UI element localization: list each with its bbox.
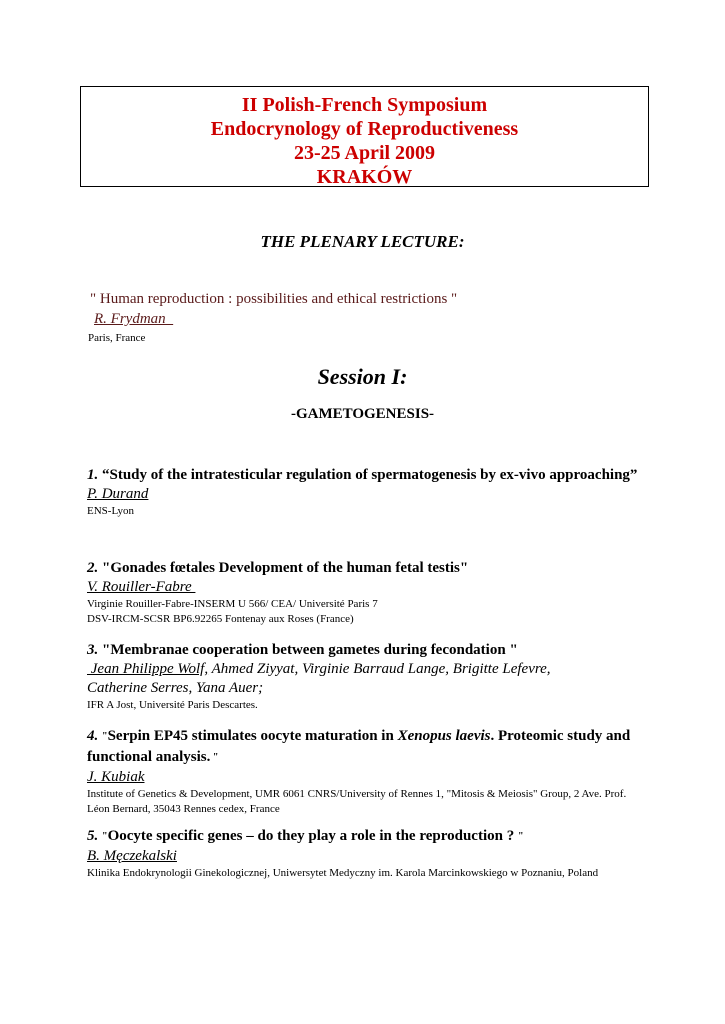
talk-title-text: Oocyte specific genes – do they play a role in the reproduction ? — [107, 828, 518, 844]
talk-number: 1. — [87, 467, 99, 483]
presenting-author: Jean Philippe Wolf, — [87, 661, 209, 677]
talk-number: 5. — [87, 828, 99, 844]
symposium-city: KRAKÓW — [316, 166, 413, 188]
talk-5 — [87, 826, 640, 881]
talk-title-text: Serpin EP45 stimulates oocyte maturation in — [107, 728, 398, 744]
plenary-lecture-title: " Human reproduction : possibilities and ethical restrictions " — [90, 291, 458, 307]
talk-number: 2. — [87, 560, 99, 576]
session-heading: Session I: — [317, 364, 408, 389]
co-authors-continued: Catherine Serres, Yana Auer; — [87, 680, 264, 696]
talk-title — [87, 558, 640, 578]
session-subheading: -GAMETOGENESIS- — [290, 406, 435, 422]
symposium-title-box — [80, 86, 649, 187]
talk-affiliation: Institute of Genetics & Development, UMR 6061 CNRS/University of Rennes 1, "Mitosis & Meiosis" Group, 2 Ave. Prof. Léon Bernard, 35043 Rennes cedex, France — [87, 788, 627, 815]
close-quote: " — [210, 752, 219, 763]
talk-affiliation-line: Virginie Rouiller-Fabre-INSERM U 566/ CEA/ Université Paris 7 — [87, 598, 378, 610]
talk-title — [87, 465, 640, 485]
talk-number: 3. — [87, 642, 99, 658]
talk-affiliation: IFR A Jost, Université Paris Descartes. — [87, 699, 258, 711]
talk-affiliation: ENS-Lyon — [87, 505, 135, 517]
symposium-title: II Polish-French Symposium — [241, 94, 488, 116]
species-name: Xenopus laevis — [397, 728, 491, 744]
talk-author — [87, 768, 640, 787]
talk-3 — [87, 640, 640, 713]
talk-title — [87, 726, 640, 768]
open-quote: " — [102, 831, 108, 842]
talk-author — [87, 485, 640, 504]
co-authors: Ahmed Ziyyat, Virginie Barraud Lange, Brigitte Lefevre, — [208, 661, 551, 677]
talk-title-text: "Gonades fœtales Development of the human fetal testis" — [102, 560, 469, 576]
plenary-lecture-affiliation: Paris, France — [88, 332, 146, 344]
talk-title — [87, 826, 640, 847]
talk-author — [87, 847, 640, 866]
talk-affiliation-line: DSV-IRCM-SCSR BP6.92265 Fontenay aux Roses (France) — [87, 613, 354, 625]
plenary-heading: THE PLENARY LECTURE: — [260, 232, 465, 251]
symposium-dates: 23-25 April 2009 — [293, 142, 436, 164]
close-quote: " — [517, 831, 524, 842]
talk-author — [87, 578, 640, 597]
open-quote: " — [102, 731, 108, 742]
presenting-author: P. Durand — [87, 486, 149, 502]
talk-title-text: “Study of the intratesticular regulation of spermatogenesis by ex-vivo approaching” — [102, 467, 638, 483]
plenary-lecture-author: R. Frydman — [94, 311, 174, 327]
presenting-author: B. Męczekalski — [87, 848, 177, 864]
talk-title-text-continued: . Proteomic study and functional analysis. — [87, 728, 631, 765]
talk-number: 4. — [87, 728, 99, 744]
talk-1 — [87, 465, 640, 519]
presenting-author: V. Rouiller-Fabre — [87, 579, 196, 595]
talk-2 — [87, 558, 640, 627]
talk-affiliation: Klinika Endokrynologii Ginekologicznej, Uniwersytet Medyczny im. Karola Marcinkowskiego w Poznaniu, Poland — [87, 867, 599, 879]
talk-title — [87, 640, 640, 660]
talk-4 — [87, 726, 640, 817]
symposium-subtitle: Endocrynology of Reproductiveness — [210, 118, 519, 140]
talk-authors — [87, 660, 640, 679]
talk-title-text: "Membranae cooperation between gametes during fecondation " — [102, 642, 518, 658]
presenting-author: J. Kubiak — [87, 769, 145, 785]
